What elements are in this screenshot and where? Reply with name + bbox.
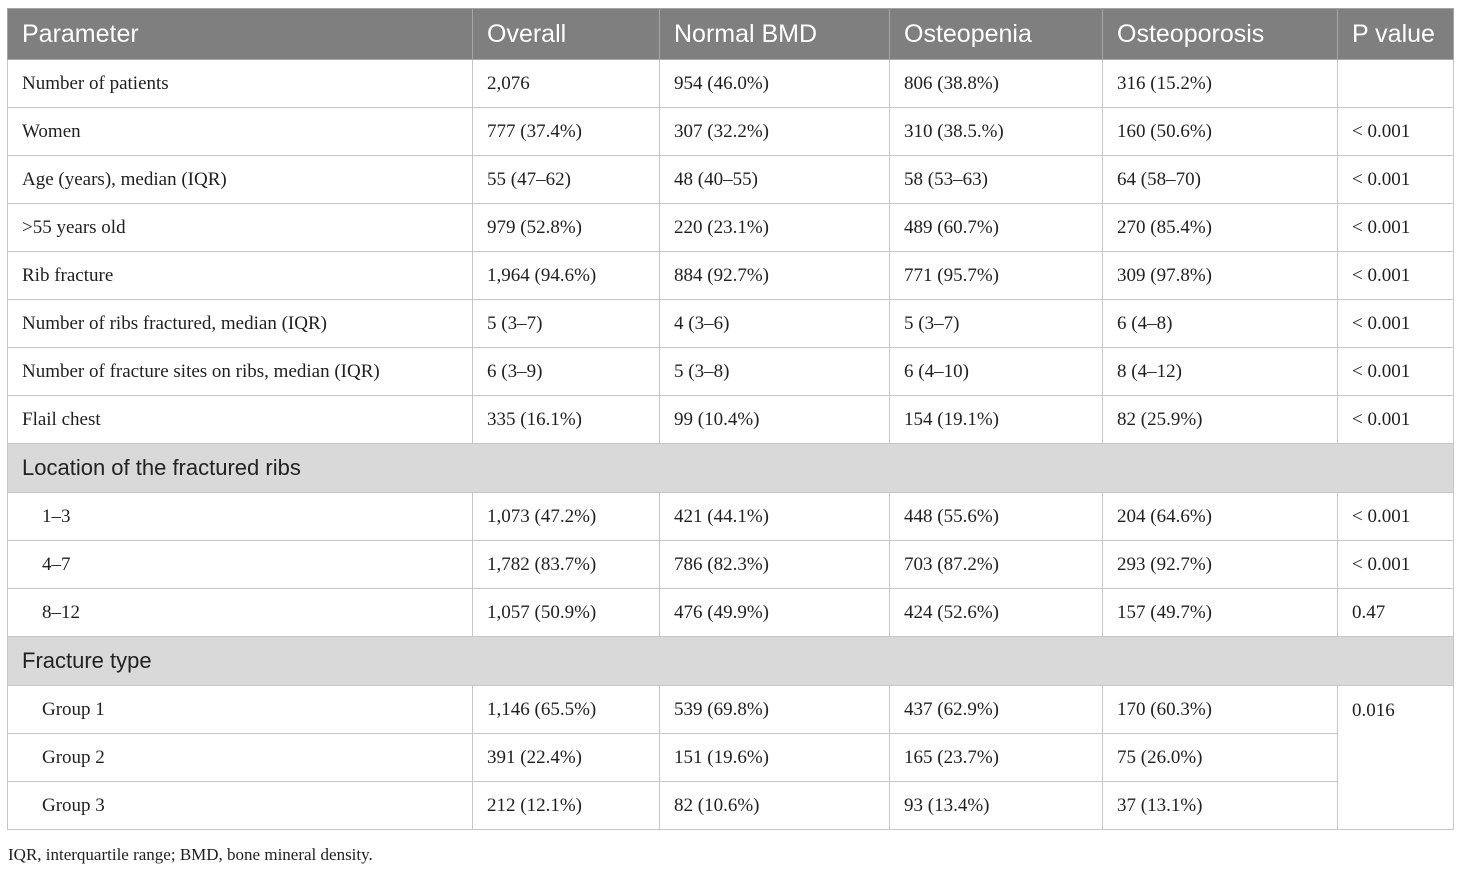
cell-overall: 1,073 (47.2%) bbox=[473, 493, 660, 541]
cell-normal-bmd: 5 (3–8) bbox=[660, 348, 890, 396]
table-row bbox=[8, 300, 1454, 348]
cell-normal-bmd: 99 (10.4%) bbox=[660, 396, 890, 444]
cell-normal-bmd: 4 (3–6) bbox=[660, 300, 890, 348]
row-label: Number of ribs fractured, median (IQR) bbox=[8, 300, 473, 348]
cell-osteoporosis: 75 (26.0%) bbox=[1103, 734, 1338, 782]
cell-p-value: < 0.001 bbox=[1338, 493, 1454, 541]
cell-p-value: 0.016 bbox=[1338, 686, 1454, 830]
cell-osteopenia: 448 (55.6%) bbox=[890, 493, 1103, 541]
cell-normal-bmd: 476 (49.9%) bbox=[660, 589, 890, 637]
cell-osteopenia: 424 (52.6%) bbox=[890, 589, 1103, 637]
cell-p-value: < 0.001 bbox=[1338, 541, 1454, 589]
cell-overall: 1,782 (83.7%) bbox=[473, 541, 660, 589]
cell-osteopenia: 93 (13.4%) bbox=[890, 782, 1103, 830]
cell-normal-bmd: 539 (69.8%) bbox=[660, 686, 890, 734]
cell-overall: 777 (37.4%) bbox=[473, 108, 660, 156]
header-overall: Overall bbox=[473, 9, 660, 60]
cell-osteoporosis: 157 (49.7%) bbox=[1103, 589, 1338, 637]
cell-osteoporosis: 82 (25.9%) bbox=[1103, 396, 1338, 444]
cell-osteopenia: 489 (60.7%) bbox=[890, 204, 1103, 252]
cell-normal-bmd: 151 (19.6%) bbox=[660, 734, 890, 782]
table-row bbox=[8, 348, 1454, 396]
cell-osteoporosis: 204 (64.6%) bbox=[1103, 493, 1338, 541]
row-label: Women bbox=[8, 108, 473, 156]
section-title: Location of the fractured ribs bbox=[8, 444, 1454, 493]
cell-normal-bmd: 421 (44.1%) bbox=[660, 493, 890, 541]
row-label: 8–12 bbox=[8, 589, 473, 637]
cell-p-value: < 0.001 bbox=[1338, 300, 1454, 348]
row-label: Number of fracture sites on ribs, median (IQR) bbox=[8, 348, 473, 396]
table-row bbox=[8, 252, 1454, 300]
table-row bbox=[8, 686, 1454, 734]
row-label: 1–3 bbox=[8, 493, 473, 541]
cell-overall: 1,057 (50.9%) bbox=[473, 589, 660, 637]
cell-p-value: < 0.001 bbox=[1338, 108, 1454, 156]
cell-osteopenia: 165 (23.7%) bbox=[890, 734, 1103, 782]
bmd-comparison-table bbox=[7, 8, 1454, 830]
header-parameter: Parameter bbox=[8, 9, 473, 60]
table-row bbox=[8, 493, 1454, 541]
cell-osteoporosis: 316 (15.2%) bbox=[1103, 60, 1338, 108]
cell-p-value: < 0.001 bbox=[1338, 252, 1454, 300]
table-row bbox=[8, 782, 1454, 830]
cell-normal-bmd: 884 (92.7%) bbox=[660, 252, 890, 300]
row-label: Number of patients bbox=[8, 60, 473, 108]
cell-osteoporosis: 8 (4–12) bbox=[1103, 348, 1338, 396]
cell-p-value: < 0.001 bbox=[1338, 348, 1454, 396]
table-row bbox=[8, 734, 1454, 782]
row-label: Age (years), median (IQR) bbox=[8, 156, 473, 204]
cell-osteopenia: 703 (87.2%) bbox=[890, 541, 1103, 589]
cell-p-value: < 0.001 bbox=[1338, 396, 1454, 444]
cell-osteoporosis: 37 (13.1%) bbox=[1103, 782, 1338, 830]
cell-osteopenia: 6 (4–10) bbox=[890, 348, 1103, 396]
cell-overall: 2,076 bbox=[473, 60, 660, 108]
cell-normal-bmd: 307 (32.2%) bbox=[660, 108, 890, 156]
header-normal-bmd: Normal BMD bbox=[660, 9, 890, 60]
header-osteopenia: Osteopenia bbox=[890, 9, 1103, 60]
row-label: Rib fracture bbox=[8, 252, 473, 300]
row-label: Group 2 bbox=[8, 734, 473, 782]
cell-overall: 6 (3–9) bbox=[473, 348, 660, 396]
cell-osteoporosis: 6 (4–8) bbox=[1103, 300, 1338, 348]
cell-osteoporosis: 160 (50.6%) bbox=[1103, 108, 1338, 156]
row-label: Flail chest bbox=[8, 396, 473, 444]
table-header-row bbox=[8, 9, 1454, 60]
cell-osteopenia: 154 (19.1%) bbox=[890, 396, 1103, 444]
row-label: 4–7 bbox=[8, 541, 473, 589]
cell-p-value bbox=[1338, 60, 1454, 108]
cell-osteoporosis: 170 (60.3%) bbox=[1103, 686, 1338, 734]
cell-osteoporosis: 270 (85.4%) bbox=[1103, 204, 1338, 252]
table-row bbox=[8, 541, 1454, 589]
cell-overall: 1,964 (94.6%) bbox=[473, 252, 660, 300]
section-title: Fracture type bbox=[8, 637, 1454, 686]
cell-osteoporosis: 309 (97.8%) bbox=[1103, 252, 1338, 300]
table-row bbox=[8, 60, 1454, 108]
cell-p-value: < 0.001 bbox=[1338, 156, 1454, 204]
cell-osteopenia: 771 (95.7%) bbox=[890, 252, 1103, 300]
section-header-location bbox=[8, 444, 1454, 493]
cell-osteopenia: 58 (53–63) bbox=[890, 156, 1103, 204]
cell-osteopenia: 437 (62.9%) bbox=[890, 686, 1103, 734]
section-header-fracture-type bbox=[8, 637, 1454, 686]
cell-overall: 335 (16.1%) bbox=[473, 396, 660, 444]
cell-p-value: < 0.001 bbox=[1338, 204, 1454, 252]
cell-overall: 1,146 (65.5%) bbox=[473, 686, 660, 734]
header-osteoporosis: Osteoporosis bbox=[1103, 9, 1338, 60]
cell-osteopenia: 310 (38.5.%) bbox=[890, 108, 1103, 156]
cell-overall: 5 (3–7) bbox=[473, 300, 660, 348]
table-row bbox=[8, 156, 1454, 204]
table-row bbox=[8, 204, 1454, 252]
header-p-value: P value bbox=[1338, 9, 1454, 60]
cell-p-value: 0.47 bbox=[1338, 589, 1454, 637]
table-row bbox=[8, 589, 1454, 637]
cell-osteopenia: 5 (3–7) bbox=[890, 300, 1103, 348]
row-label: Group 3 bbox=[8, 782, 473, 830]
row-label: >55 years old bbox=[8, 204, 473, 252]
table-row bbox=[8, 396, 1454, 444]
table-row bbox=[8, 108, 1454, 156]
row-label: Group 1 bbox=[8, 686, 473, 734]
cell-normal-bmd: 786 (82.3%) bbox=[660, 541, 890, 589]
cell-overall: 212 (12.1%) bbox=[473, 782, 660, 830]
cell-osteopenia: 806 (38.8%) bbox=[890, 60, 1103, 108]
cell-normal-bmd: 82 (10.6%) bbox=[660, 782, 890, 830]
cell-osteoporosis: 293 (92.7%) bbox=[1103, 541, 1338, 589]
cell-overall: 55 (47–62) bbox=[473, 156, 660, 204]
table-footnote: IQR, interquartile range; BMD, bone mineral density. bbox=[8, 845, 373, 864]
cell-normal-bmd: 954 (46.0%) bbox=[660, 60, 890, 108]
cell-overall: 391 (22.4%) bbox=[473, 734, 660, 782]
cell-normal-bmd: 48 (40–55) bbox=[660, 156, 890, 204]
cell-osteoporosis: 64 (58–70) bbox=[1103, 156, 1338, 204]
cell-overall: 979 (52.8%) bbox=[473, 204, 660, 252]
cell-normal-bmd: 220 (23.1%) bbox=[660, 204, 890, 252]
